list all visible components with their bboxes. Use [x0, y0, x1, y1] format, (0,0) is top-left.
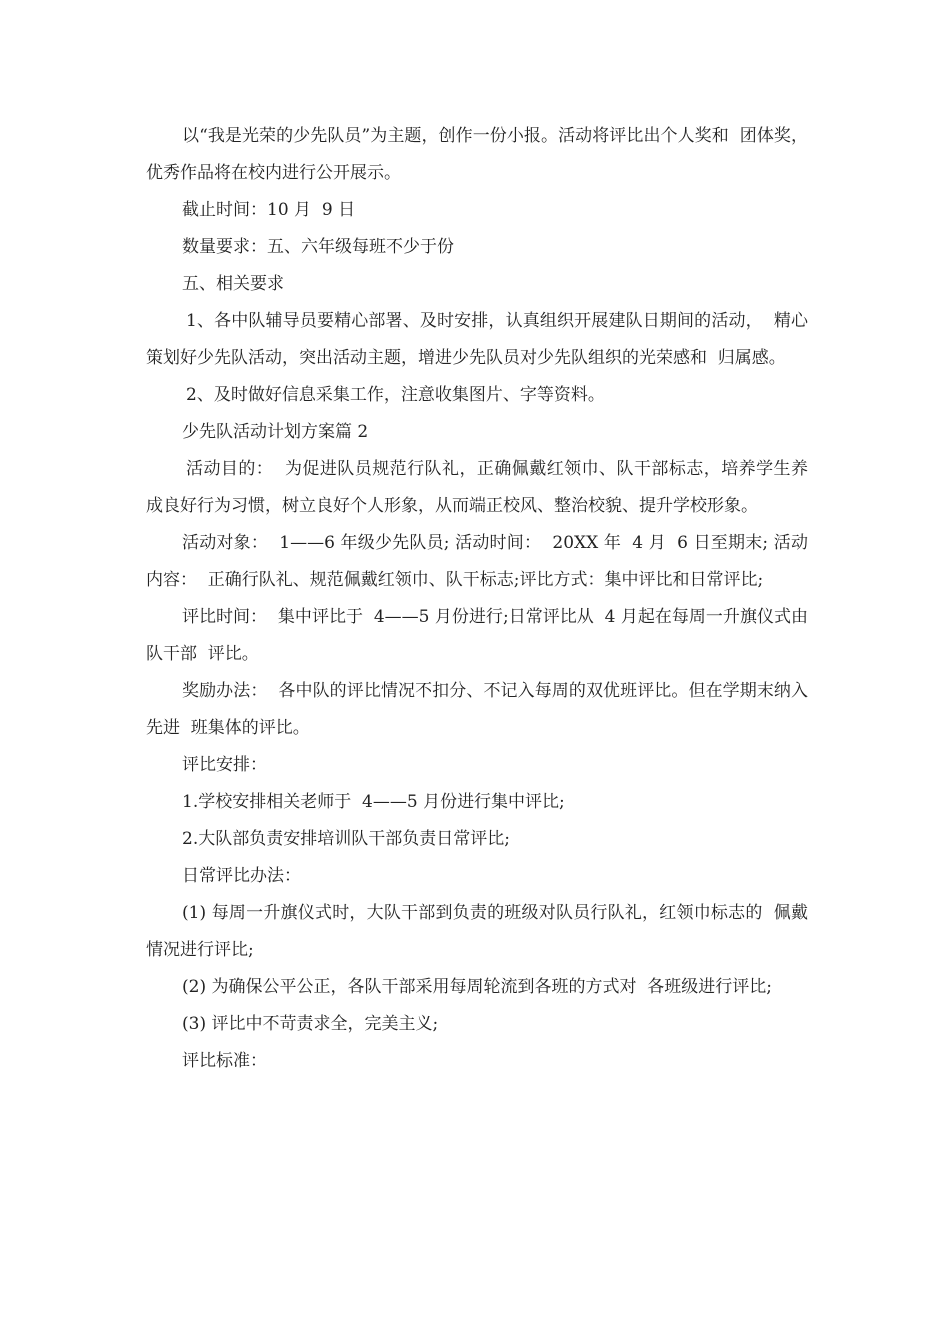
paragraph-requirement-1: 1、各中队辅导员要精心部署、及时安排，认真组织开展建队日期间的活动， 精心策划好少先队活动，突出活动主题，增进少先队员对少先队组织的光荣感和 归属感。 [146, 311, 808, 368]
paragraph-standard-heading: 评比标准： [182, 1051, 267, 1071]
paragraph-arrangement-1: 1.学校安排相关老师于 4——5 月份进行集中评比; [182, 792, 565, 812]
section-heading-requirements: 五、相关要求 [182, 274, 284, 294]
paragraph-arrangement-heading: 评比安排： [182, 755, 267, 775]
paragraph-evaluation-time: 评比时间： 集中评比于 4——5 月份进行;日常评比从 4 月起在每周一升旗仪式由队干部 评比。 [146, 607, 808, 664]
paragraph-requirement-2: 2、及时做好信息采集工作，注意收集图片、字等资料。 [186, 385, 605, 405]
paragraph-reward: 奖励办法： 各中队的评比情况不扣分、不记入每周的双优班评比。但在学期末纳入先进 班集体的评比。 [146, 681, 808, 738]
paragraph-purpose: 活动目的： 为促进队员规范行队礼，正确佩戴红领巾、队干部标志，培养学生养成良好行为习惯，树立良好个人形象，从而端正校风、整治校貌、提升学校形象。 [146, 459, 808, 516]
paragraph-newspaper-theme: 以“我是光荣的少先队员”为主题，创作一份小报。活动将评比出个人奖和 团体奖，优秀作品将在校内进行公开展示。 [146, 126, 808, 183]
paragraph-method-2: (2) 为确保公平公正，各队干部采用每周轮流到各班的方式对 各班级进行评比; [182, 977, 773, 997]
section-heading-plan-2: 少先队活动计划方案篇 2 [182, 422, 369, 442]
paragraph-method-3: (3) 评比中不苛责求全，完美主义; [182, 1014, 439, 1034]
paragraph-quantity: 数量要求：五、六年级每班不少于份 [182, 237, 454, 257]
paragraph-daily-method-heading: 日常评比办法： [182, 866, 301, 886]
document-body [146, 118, 808, 1080]
paragraph-method-1: (1) 每周一升旗仪式时，大队干部到负责的班级对队员行队礼，红领巾标志的 佩戴情况进行评比; [146, 903, 808, 960]
paragraph-target-time-content: 活动对象： 1——6 年级少先队员; 活动时间： 20XX 年 4 月 6 日至期末; 活动内容： 正确行队礼、规范佩戴红领巾、队干标志;评比方式：集中评比和日常评比; [146, 533, 808, 590]
paragraph-arrangement-2: 2.大队部负责安排培训队干部负责日常评比; [182, 829, 510, 849]
paragraph-deadline: 截止时间：10 月 9 日 [182, 200, 356, 220]
